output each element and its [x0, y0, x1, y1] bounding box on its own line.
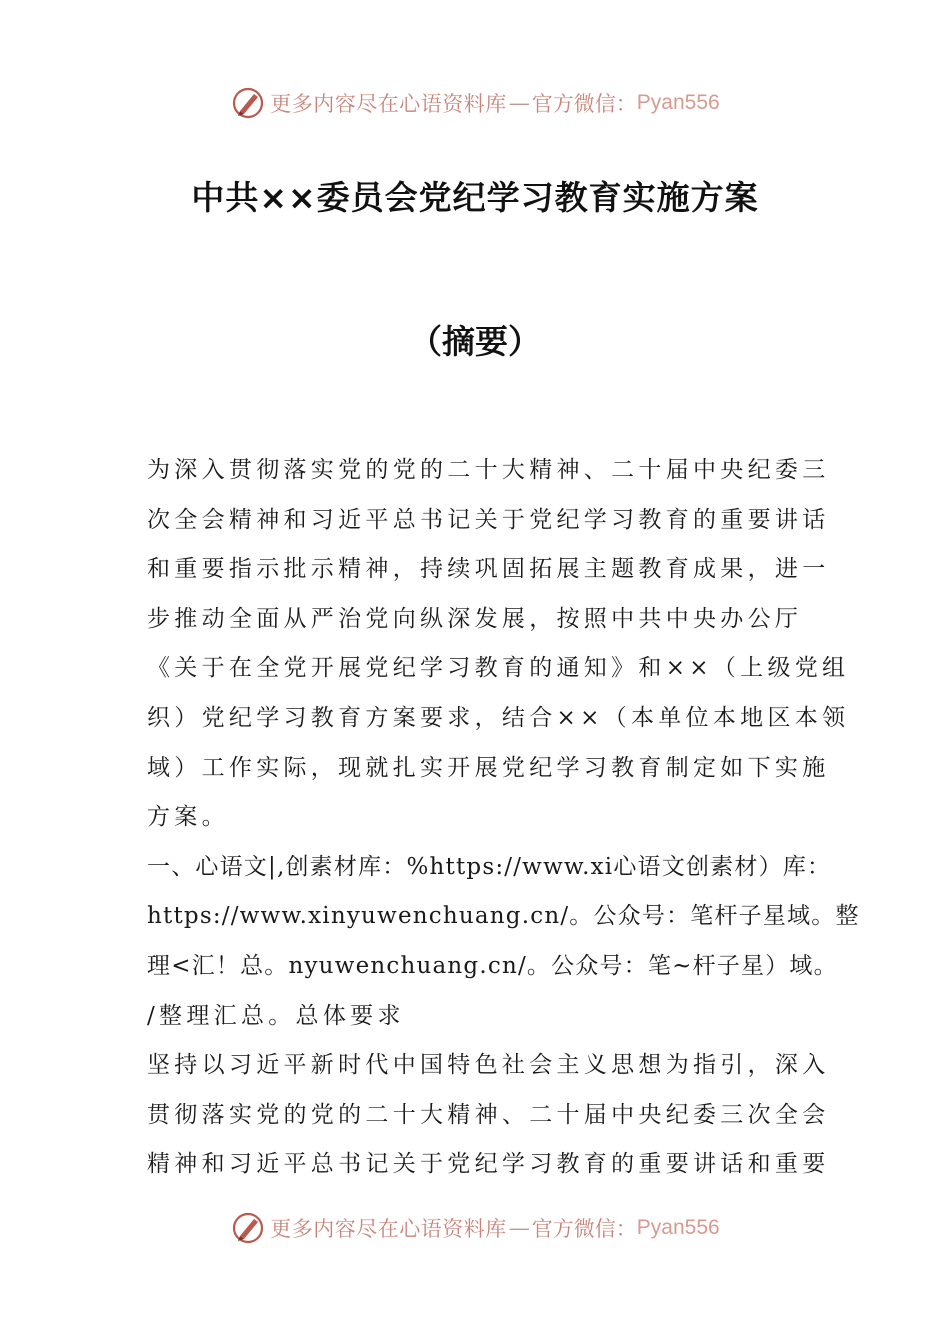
body-line: 次全会精神和习近平总书记关于党纪学习教育的重要讲话 [147, 506, 830, 533]
banner-separator: — [508, 91, 530, 115]
pen-logo-icon [230, 85, 266, 121]
document-title: 中共××委员会党纪学习教育实施方案 [191, 178, 759, 217]
body-line: /整理汇总。总体要求 [147, 1002, 405, 1029]
document-body [147, 446, 860, 1190]
banner-wechat-account: Pyan556 [636, 1216, 720, 1239]
header-banner [0, 83, 950, 123]
banner-slogan: 更多内容尽在心语资料库 [270, 1217, 507, 1241]
body-line: 域）工作实际，现就扎实开展党纪学习教育制定如下实施 [147, 754, 830, 781]
pen-logo-icon [230, 1210, 266, 1246]
banner-slogan: 更多内容尽在心语资料库 [270, 92, 507, 116]
body-line: 步推动全面从严治党向纵深发展，按照中共中央办公厅 [147, 605, 803, 632]
footer-banner [0, 1208, 950, 1248]
body-line: 为深入贯彻落实党的党的二十大精神、二十届中央纪委三 [147, 457, 830, 483]
document-subtitle: （摘要） [409, 322, 541, 361]
banner-separator: — [508, 1216, 530, 1240]
body-line: 方案。 [147, 804, 229, 831]
banner-wechat-label: 官方微信： [531, 1217, 637, 1241]
banner-wechat-label: 官方微信： [531, 92, 637, 116]
body-line: 贯彻落实党的党的二十大精神、二十届中央纪委三次全会 [147, 1101, 830, 1128]
body-line: https://www.xinyuwenchuang.cn/。公众号：笔杆子星域。整 [147, 903, 860, 930]
body-line: 坚持以习近平新时代中国特色社会主义思想为指引，深入 [147, 1052, 830, 1079]
body-line: 理<汇！总。nyuwenchuang.cn/。公众号：笔~杆子星）域。 [147, 952, 838, 979]
body-line: 《关于在全党开展党纪学习教育的通知》和××（上级党组 [147, 655, 850, 682]
body-line-section-heading: 一、心语文|,创素材库：%https://www.xi心语文创素材）库： [147, 853, 832, 880]
body-line: 和重要指示批示精神，持续巩固拓展主题教育成果，进一 [147, 556, 830, 583]
body-line: 精神和习近平总书记关于党纪学习教育的重要讲话和重要 [147, 1151, 830, 1178]
body-line: 织）党纪学习教育方案要求，结合××（本单位本地区本领 [147, 704, 850, 731]
banner-wechat-account: Pyan556 [636, 91, 720, 114]
